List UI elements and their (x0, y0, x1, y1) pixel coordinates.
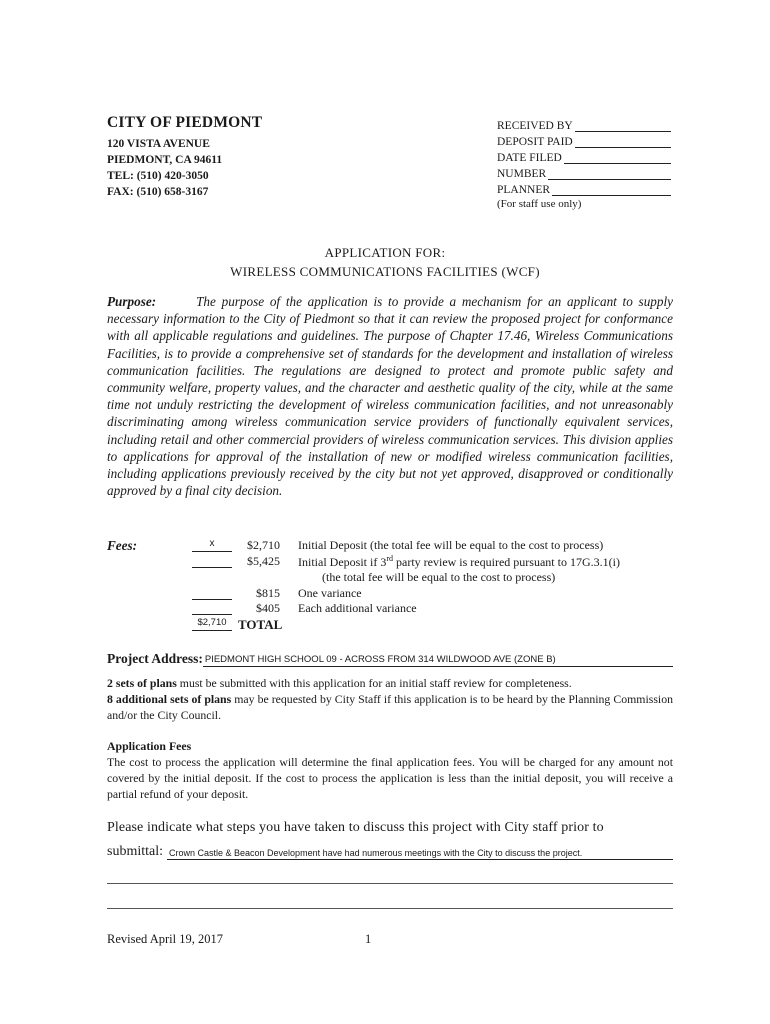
staff-use-block (497, 116, 677, 212)
revision-date: Revised April 19, 2017 (107, 932, 223, 946)
purpose-text: The purpose of the application is to provide a mechanism for an applicant to supply necessary information to the City of Piedmont so that it can review the proposed project for conformance with all applicable regulations and guidelines. The purpose of Chapter 17.46, Wireless Communications Facilities, is to provide a comprehensive set of standards for the development and installation of wireless communication facilities. The regulations are designed to protect and promote public safety and community welfare, property values, and the character and aesthetic quality of the city, while at the same time not unduly restricting the development of wireless communication facilities, and not unreasonably discriminating among wireless communication service providers of functionally equivalent services, including retail and other commercial providers of wireless communication services. This division applies to applications for approval of the installation of new or modified wireless communication facilities, including applications previously received by the city but not yet approved, disapproved or conditionally approved by a final city decision. (107, 294, 673, 499)
application-fees-heading: Application Fees (107, 739, 192, 753)
planner-field[interactable]: PLANNER (497, 180, 677, 196)
application-fees-section (107, 738, 673, 802)
city-address-line: 120 VISTA AVENUE (107, 138, 210, 150)
form-title-line-1: APPLICATION FOR: (324, 245, 446, 260)
fee-total-value[interactable]: $2,710 (192, 617, 232, 631)
number-field[interactable]: NUMBER (497, 164, 677, 180)
fee-description-note: (the total fee will be equal to the cost to process) (322, 570, 556, 584)
form-title-line-2: WIRELESS COMMUNICATIONS FACILITIES (WCF) (230, 264, 540, 279)
fee-amount: $5,425 (247, 554, 280, 568)
submittal-row (107, 844, 673, 860)
fee-description: Initial Deposit if 3rd party review is required pursuant to 17G.3.1(i) (298, 554, 620, 569)
fee-amount: $815 (256, 586, 280, 600)
project-address-label: Project Address: (107, 651, 203, 666)
city-fax-line: FAX: (510) 658-3167 (107, 186, 209, 198)
fee-checkbox-third-party[interactable] (192, 554, 232, 568)
plans-additional-note: 8 additional sets of plans may be requested by City Staff if this application is to be heard by the Planning Commission and/or the City Council. (107, 692, 673, 722)
staff-use-note: (For staff use only) (497, 198, 582, 210)
purpose-paragraph (107, 293, 673, 499)
form-title (0, 243, 770, 281)
city-contact-block (107, 114, 262, 200)
project-address-row (107, 651, 673, 667)
fee-amount: $405 (256, 601, 280, 615)
submittal-blank-line[interactable] (107, 908, 673, 909)
fee-description: Each additional variance (298, 601, 417, 615)
date-filed-field[interactable]: DATE FILED (497, 148, 677, 164)
city-phone-line: TEL: (510) 420-3050 (107, 170, 209, 182)
steps-prompt: Please indicate what steps you have taken to discuss this project with City staff prior to (107, 820, 604, 835)
plans-requirements (107, 675, 673, 723)
fee-description: One variance (298, 586, 362, 600)
fee-checkbox-one-variance[interactable] (192, 586, 232, 600)
submittal-blank-line[interactable] (107, 883, 673, 884)
fee-description: Initial Deposit (the total fee will be equal to the cost to process) (298, 538, 604, 552)
deposit-paid-field[interactable]: DEPOSIT PAID (497, 132, 677, 148)
fee-checkbox-initial-deposit[interactable]: x (192, 538, 232, 552)
city-name: CITY OF PIEDMONT (107, 114, 263, 131)
project-address-field[interactable]: PIEDMONT HIGH SCHOOL 09 - ACROSS FROM 314 WILDWOOD AVE (ZONE B) (203, 654, 673, 667)
application-fees-text: The cost to process the application will determine the final application fees. You will be charged for any amount not covered by the initial deposit. If the cost to process the application is less than the initial deposit, you will receive a partial refund of your deposit. (107, 755, 673, 801)
submittal-field[interactable]: Crown Castle & Beacon Development have had numerous meetings with the City to discuss the project. (167, 847, 673, 860)
fee-total-label: TOTAL (238, 617, 283, 632)
received-by-field[interactable]: RECEIVED BY (497, 116, 677, 132)
city-address-line: PIEDMONT, CA 94611 (107, 154, 223, 166)
fees-label: Fees: (107, 538, 138, 553)
page-number: 1 (365, 932, 372, 946)
fee-amount: $2,710 (247, 538, 280, 552)
submittal-label: submittal: (107, 844, 163, 859)
purpose-label: Purpose: (107, 294, 157, 309)
plans-initial-note: 2 sets of plans must be submitted with this application for an initial staff review for completeness. (107, 676, 572, 690)
fee-divider (192, 614, 232, 615)
